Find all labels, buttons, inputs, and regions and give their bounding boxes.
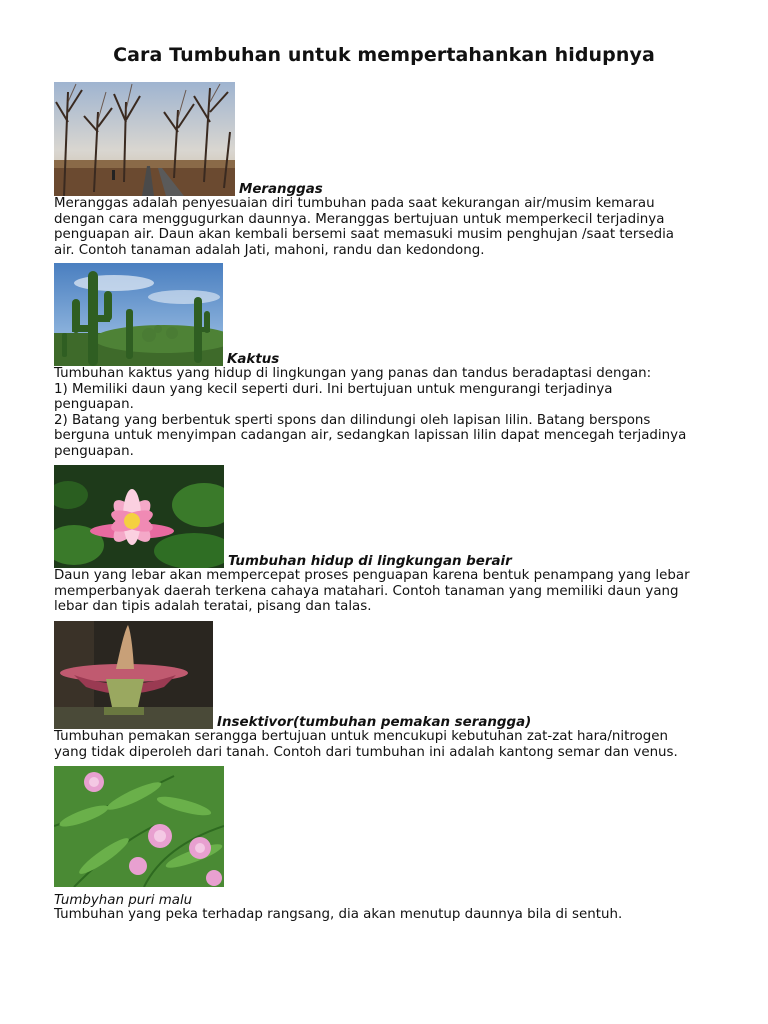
section-heading: Kaktus (227, 352, 280, 367)
text-line: Tumbuhan pemakan serangga bertujuan untuk mencukupi kebutuhan zat-zat hara/nitrogen (54, 729, 668, 744)
text-line: memperbanyak daerah terkena cahaya matahari. Contoh tanaman yang memiliki daun yang (54, 583, 679, 599)
text-line: yang tidak diperoleh dari tanah. Contoh dari tumbuhan ini adalah kantong semar dan venus. (54, 744, 678, 760)
section-putri-malu (54, 766, 724, 923)
text-line: Meranggas adalah penyesuaian diri tumbuhan pada saat kekurangan air/musim kemarau (54, 196, 655, 211)
section-berair (54, 465, 724, 615)
section-meranggas (54, 82, 724, 258)
section-body (54, 366, 724, 460)
section-header (54, 621, 724, 729)
text-line: Tumbuhan kaktus yang hidup di lingkungan yang panas dan tandus beradaptasi dengan: (54, 366, 652, 381)
photo-lotus (54, 465, 224, 568)
section-header (54, 465, 724, 568)
photo-mimosa (54, 766, 224, 887)
photo-deciduous-trees (54, 82, 235, 196)
text-line: dengan cara menggugurkan daunnya. Meranggas bertujuan untuk memperkecil terjadinya (54, 211, 665, 227)
section-body (54, 568, 724, 615)
text-line: lebar dan tipis adalah teratai, pisang dan talas. (54, 599, 372, 615)
section-body (54, 196, 724, 258)
text-line: berguna untuk menyimpan cadangan air, sedangkan lapissan lilin dapat mencegah terjadinya (54, 428, 687, 444)
section-heading: Tumbuhan hidup di lingkungan berair (228, 554, 512, 569)
photo-cactus (54, 263, 223, 366)
text-line: penguapan. (54, 397, 134, 413)
page-title: Cara Tumbuhan untuk mempertahankan hidupnya (113, 44, 655, 66)
text-line: 2) Batang yang berbentuk sperti spons dan dilindungi oleh lapisan lilin. Batang berspons (54, 412, 651, 428)
section-insektivor (54, 621, 724, 760)
text-line: air. Contoh tanaman adalah Jati, mahoni, randu dan kedondong. (54, 242, 485, 258)
section-heading: Tumbyhan puri malu (54, 893, 193, 908)
text-line: penguapan. (54, 443, 134, 459)
section-body (54, 729, 724, 760)
section-body (54, 907, 724, 923)
text-line: penguapan air. Daun akan kembali bersemi saat memasuki musim penghujan /saat tersedia (54, 227, 675, 243)
section-header (54, 263, 724, 366)
photo-corpse-flower (54, 621, 213, 729)
text-line: Daun yang lebar akan mempercepat proses penguapan karena bentuk penampang yang lebar (54, 568, 690, 583)
section-heading: Meranggas (239, 182, 323, 197)
text-line: Tumbuhan yang peka terhadap rangsang, dia akan menutup daunnya bila di sentuh. (54, 907, 623, 922)
text-line: 1) Memiliki daun yang kecil seperti duri. Ini bertujuan untuk mengurangi terjadinya (54, 381, 613, 397)
section-header (54, 82, 724, 196)
section-kaktus (54, 263, 724, 460)
section-heading: Insektivor(tumbuhan pemakan serangga) (217, 715, 532, 730)
